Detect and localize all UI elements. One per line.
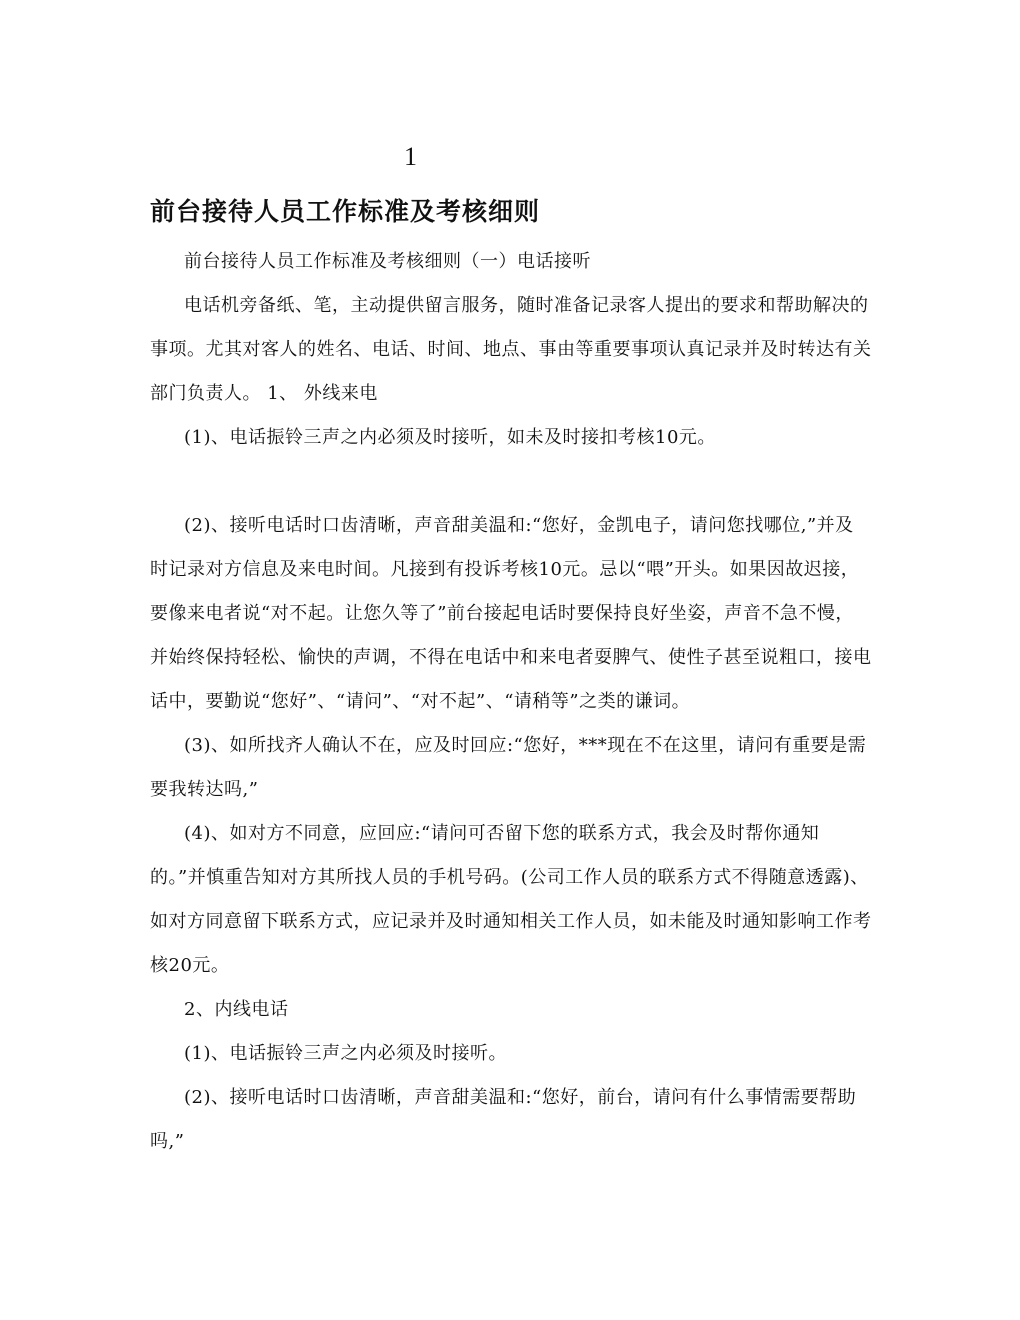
- paragraph-gap: [150, 460, 872, 504]
- paragraph-outside-4: (4)、如对方不同意，应回应:“请问可否留下您的联系方式，我会及时帮你通知的。”并慎重告知对方其所找人员的手机号码。(公司工作人员的联系方式不得随意透露)、如对方同意留下联系方式，应记录并及时通知相关工作人员，如未能及时通知影响工作考核20元。: [150, 823, 872, 976]
- paragraph-intro: 电话机旁备纸、笔，主动提供留言服务，随时准备记录客人提出的要求和帮助解决的事项。尤其对客人的姓名、电话、时间、地点、事由等重要事项认真记录并及时转达有关部门负责人。 1、 外线来电: [150, 295, 872, 404]
- paragraph-outside-1: (1)、电话振铃三声之内必须及时接听，如未及时接扣考核10元。: [184, 427, 716, 448]
- paragraph-internal-2: (2)、接听电话时口齿清晰，声音甜美温和:“您好，前台，请问有什么事情需要帮助吗,”: [150, 1087, 857, 1152]
- document-body: [150, 240, 872, 1164]
- paragraph-internal-heading: 2、内线电话: [184, 999, 289, 1020]
- paragraph-section-heading: 前台接待人员工作标准及考核细则（一）电话接听: [184, 251, 591, 272]
- paragraph-internal-1: (1)、电话振铃三声之内必须及时接听。: [184, 1043, 507, 1064]
- document-title: 前台接待人员工作标准及考核细则: [150, 197, 541, 226]
- paragraph-outside-3: (3)、如所找齐人确认不在，应及时回应:“您好，***现在不在这里，请问有重要是需要我转达吗,”: [150, 735, 867, 800]
- paragraph-outside-2: (2)、接听电话时口齿清晰，声音甜美温和:“您好，金凯电子，请问您找哪位,”并及时记录对方信息及来电时间。凡接到有投诉考核10元。忌以“喂”开头。如果因故迟接，要像来电者说“对不起。让您久等了”前台接起电话时要保持良好坐姿，声音不急不慢，并始终保持轻松、愉快的声调，不得在电话中和来电者耍脾气、使性子甚至说粗口，接电话中，要勤说“您好”、“请问”、“对不起”、“请稍等”之类的谦词。: [150, 515, 872, 712]
- page-number: 1: [404, 142, 417, 171]
